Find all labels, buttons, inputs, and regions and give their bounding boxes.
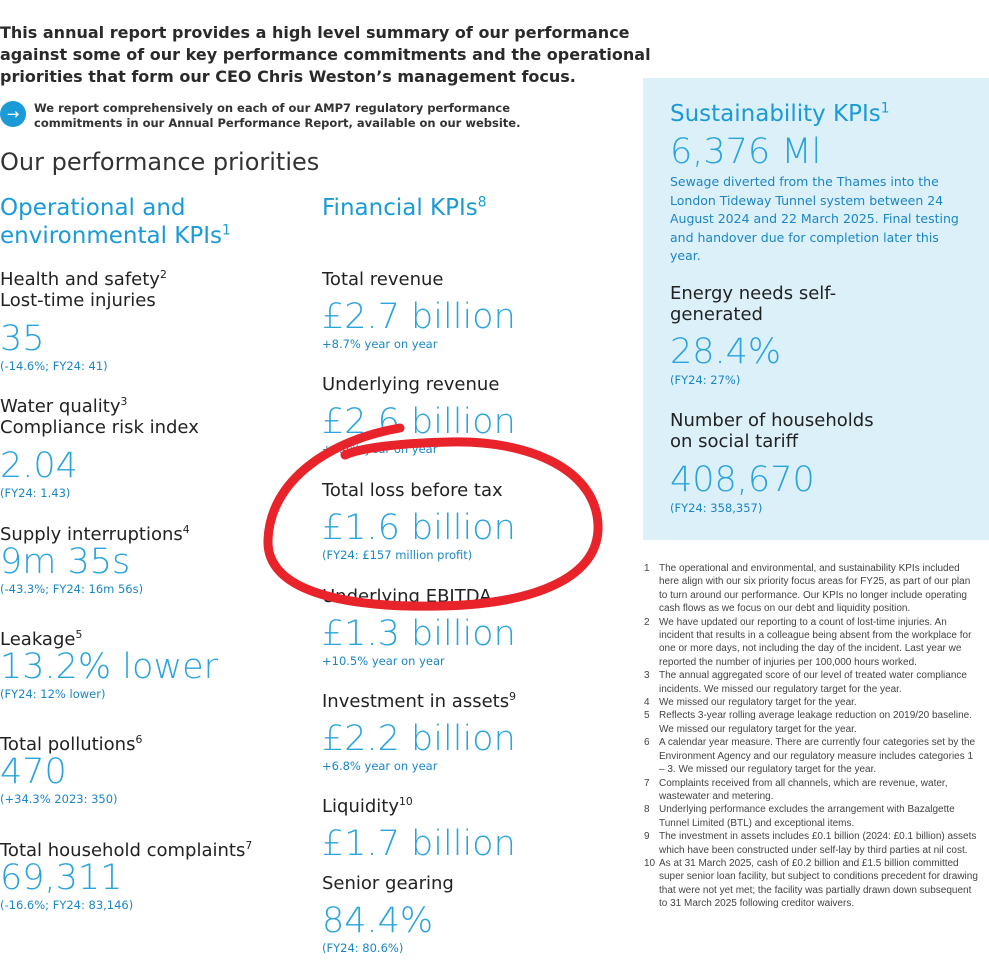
page-title: Our performance priorities: [0, 148, 320, 176]
kpi-sub: (+34.3% 2023: 350): [0, 792, 118, 806]
label-line: [0, 269, 167, 290]
kpi-sub: (-43.3%; FY24: 16m 56s): [0, 582, 144, 596]
footnote-number: 6: [644, 737, 650, 749]
label-line: [0, 290, 167, 311]
kpi-value: £1.3 billion: [322, 614, 516, 654]
households-label: [670, 410, 874, 452]
kpi-label: [322, 480, 503, 501]
label-text: Senior gearing: [322, 873, 454, 894]
label-text: Investment in assets: [322, 691, 510, 712]
footnote-ref: 9: [509, 690, 516, 703]
footnote-number: 3: [644, 670, 650, 682]
footnote: [644, 830, 979, 857]
footnote-number: 9: [644, 831, 650, 843]
kpi-sub: +8.7% year on year: [322, 337, 438, 351]
footnote: [644, 709, 979, 736]
kpi-sub: +6.8% year on year: [322, 759, 438, 773]
footnote-text: Reflects 3-year rolling average leakage reduction on 2019/20 baseline. We missed our regulatory target for the year.: [659, 710, 972, 735]
kpi-label: [322, 374, 499, 395]
kpi-value: £2.2 billion: [322, 719, 516, 759]
footnote-text: Complaints received from all channels, which are revenue, water, wastewater and metering.: [659, 777, 948, 802]
footnote-text: We missed our regulatory target for the year.: [659, 697, 857, 709]
label-text: Total household complaints: [0, 840, 246, 861]
kpi-label: [322, 873, 454, 894]
intro-line: This annual report provides a high level summary of our performance: [0, 23, 630, 42]
footnote: [644, 736, 979, 776]
footnote-text: The annual aggregated score of our level of treated water compliance incidents. We missed our regulatory target for the year.: [659, 670, 967, 695]
footnote-ref: 5: [75, 628, 83, 641]
sewage-description: Sewage diverted from the Thames into the London Tideway Tunnel system between 24 August 2024 and 22 March 2025. Final testing and handover due for completion later this year.: [670, 174, 959, 263]
kpi-label: [322, 691, 516, 712]
heading-line: Operational and: [0, 195, 186, 221]
kpi-value: £1.7 billion: [322, 824, 516, 864]
label-line: [0, 417, 199, 438]
footnote-ref: 4: [182, 523, 190, 536]
kpi-label: [0, 269, 167, 311]
label-text: Total revenue: [322, 269, 444, 290]
energy-sub: (FY24: 27%): [670, 373, 741, 387]
kpi-label: [322, 269, 443, 290]
note-line: commitments in our Annual Performance Report, available on our website.: [34, 116, 521, 130]
intro-text: [0, 22, 651, 88]
households-value: 408,670: [670, 460, 815, 500]
footnote-ref: 2: [159, 268, 167, 281]
footnote-text: As at 31 March 2025, cash of £0.2 billion and £1.5 billion committed super senior loan facility, but subject to conditions precedent for drawing that were not yet met; the facility was partially drawn down subsequent to 31 March 2025 following creditor waivers.: [659, 857, 978, 910]
footnote-number: 2: [644, 616, 650, 628]
label-text: Total pollutions: [0, 734, 136, 755]
label-text: Underlying revenue: [322, 374, 500, 395]
report-note: [34, 101, 520, 131]
footnote-ref: 8: [477, 194, 487, 211]
footnote-number: 7: [644, 777, 650, 789]
kpi-value: 2.04: [0, 446, 78, 486]
heading-line: environmental KPIs: [0, 223, 222, 249]
heading-text: Sustainability KPIs: [670, 101, 881, 127]
kpi-value: £2.7 billion: [322, 297, 516, 337]
kpi-value: 9m 35s: [0, 542, 131, 582]
footnote-number: 5: [644, 710, 650, 722]
financial-heading: [322, 194, 487, 222]
kpi-label: [322, 586, 492, 607]
energy-label: [670, 283, 836, 325]
footnote-number: 4: [644, 697, 650, 709]
footnote: [644, 857, 979, 911]
kpi-sub: +8.4% year on year: [322, 442, 438, 456]
footnote: [644, 696, 979, 709]
sewage-value: 6,376 Ml: [670, 132, 822, 172]
label-text: Total loss before tax: [322, 480, 503, 501]
kpi-sub: +10.5% year on year: [322, 654, 445, 668]
footnote-ref: 7: [245, 839, 253, 852]
footnotes: [644, 562, 979, 911]
kpi-value: 84.4%: [322, 901, 434, 941]
kpi-value: 470: [0, 752, 67, 792]
heading-text: Financial KPIs: [322, 195, 478, 221]
footnote-text: Underlying performance excludes the arrangement with Bazalgette Tunnel Limited (BTL) and exceptional items.: [659, 804, 955, 829]
footnote-text: A calendar year measure. There are currently four categories set by the Environment Agency and our regulatory measure includes categories 1 – 3. We missed our regulatory target for the year.: [659, 737, 976, 776]
kpi-sub: (FY24: 1.43): [0, 486, 71, 500]
label-text: Compliance risk index: [0, 417, 199, 438]
arrow-right-icon: →: [0, 101, 26, 127]
footnote-text: The operational and environmental, and sustainability KPIs included here align with our six priority focus areas for FY25, as part of our plan to turn around our performance. Our KPIs no longer include operating cash flows as we focus on our debt and liquidity position.: [659, 563, 971, 615]
label-text: Underlying EBITDA: [322, 586, 492, 607]
sustainability-panel: [643, 78, 989, 540]
label-text: Supply interruptions: [0, 524, 183, 545]
kpi-value: 35: [0, 319, 45, 359]
kpi-sub: (FY24: 80.6%): [322, 941, 404, 955]
label-text: Liquidity: [322, 796, 400, 817]
kpi-value: £2.6 billion: [322, 402, 516, 442]
sustainability-heading: [670, 100, 890, 128]
footnote-ref: 3: [120, 395, 128, 408]
footnote-ref: 10: [399, 795, 413, 808]
kpi-label: [322, 796, 413, 817]
footnote-text: The investment in assets includes £0.1 billion (2024: £0.1 billion) assets which have been constructed under self-lay by third parties at nil cost.: [659, 831, 977, 856]
footnote-ref: 1: [880, 100, 890, 117]
label-line: on social tariff: [670, 431, 799, 452]
kpi-value: 69,311: [0, 858, 123, 898]
footnote-text: We have updated our reporting to a count of lost-time injuries. An incident that results in a colleague being absent from the workplace for one or more days, not including the day of the incident. Last year we reported the number of injuries per 100,000 hours worked.: [659, 616, 972, 668]
footnote-ref: 1: [222, 222, 231, 239]
label-line: generated: [670, 304, 763, 325]
footnote-ref: 6: [135, 733, 143, 746]
label-text: Health and safety: [0, 269, 160, 290]
footnote: [644, 562, 979, 616]
operational-heading: [0, 194, 231, 250]
kpi-value: £1.6 billion: [322, 508, 516, 548]
footnote: [644, 616, 979, 670]
footnote-number: 10: [644, 857, 656, 869]
intro-line: priorities that form our CEO Chris Weston’s management focus.: [0, 67, 576, 86]
kpi-sub: (-14.6%; FY24: 41): [0, 359, 108, 373]
footnote: [644, 803, 979, 830]
label-text: Leakage: [0, 629, 76, 650]
intro-line: against some of our key performance commitments and the operational: [0, 45, 651, 64]
kpi-sub: (FY24: 12% lower): [0, 687, 106, 701]
label-line: Energy needs self-: [670, 283, 837, 304]
note-line: We report comprehensively on each of our AMP7 regulatory performance: [34, 101, 511, 115]
label-line: [0, 396, 199, 417]
households-sub: (FY24: 358,357): [670, 501, 763, 515]
kpi-sub: (-16.6%; FY24: 83,146): [0, 898, 134, 912]
footnote-number: 8: [644, 804, 650, 816]
kpi-sub: (FY24: £157 million profit): [322, 548, 473, 562]
footnote: [644, 777, 979, 804]
label-text: Lost-time injuries: [0, 290, 156, 311]
label-line: Number of households: [670, 410, 874, 431]
footnote-number: 1: [644, 563, 650, 574]
footnote: [644, 669, 979, 696]
kpi-label: [0, 396, 199, 438]
energy-value: 28.4%: [670, 332, 782, 372]
label-text: Water quality: [0, 396, 121, 417]
kpi-value: 13.2% lower: [0, 647, 218, 687]
